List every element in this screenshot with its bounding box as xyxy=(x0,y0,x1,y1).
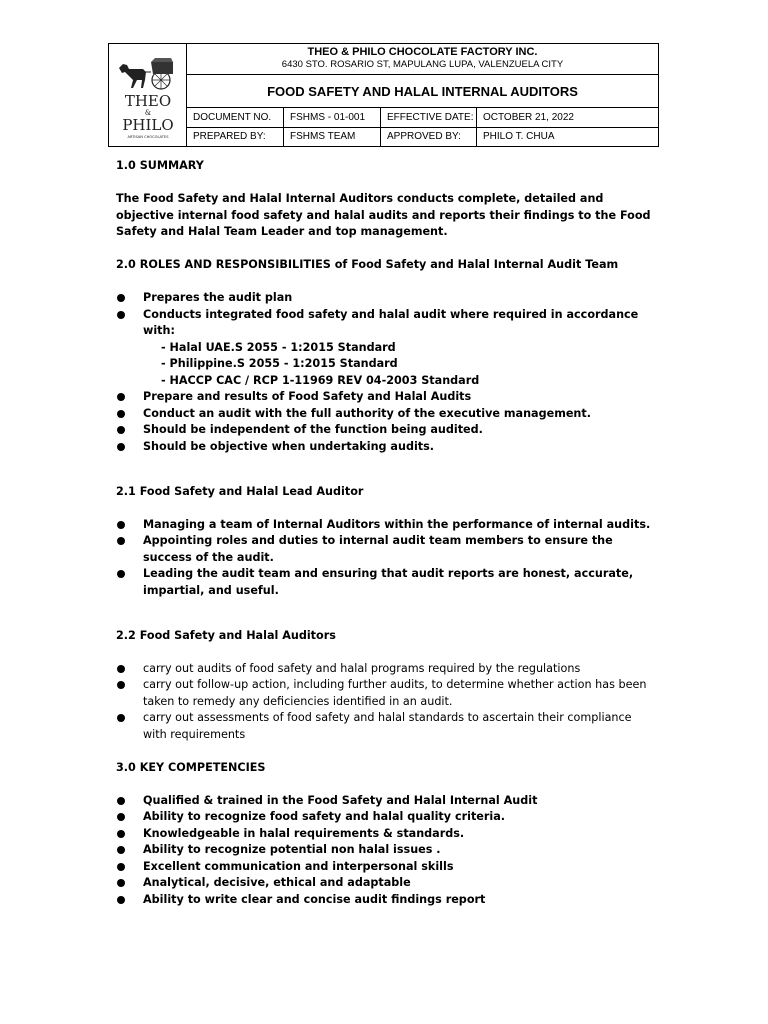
list-item: Ability to recognize potential non halal issues . xyxy=(116,842,656,859)
approved-by-label: APPROVED BY: xyxy=(381,128,477,146)
list-item: Qualified & trained in the Food Safety and Halal Internal Audit xyxy=(116,793,656,810)
list-item: carry out follow-up action, including further audits, to determine whether action has been taken to remedy any deficiencies identified in an audit. xyxy=(116,677,656,710)
bullet-icon xyxy=(117,294,125,302)
bullet-icon xyxy=(117,863,125,871)
roles-list xyxy=(116,290,656,340)
list-item: Analytical, decisive, ethical and adaptable xyxy=(116,875,656,892)
bullet-icon xyxy=(117,681,125,689)
list-item: Conducts integrated food safety and halal audit where required in accordance with: xyxy=(116,307,656,340)
bullet-icon xyxy=(117,846,125,854)
approved-by-value: PHILO T. CHUA xyxy=(483,131,555,142)
bullet-icon xyxy=(117,570,125,578)
list-item: Should be objective when undertaking audits. xyxy=(116,439,656,456)
competencies-heading: 3.0 KEY COMPETENCIES xyxy=(116,760,266,774)
list-item: Leading the audit team and ensuring that audit reports are honest, accurate, impartial, and useful. xyxy=(116,566,656,599)
bullet-icon xyxy=(117,443,125,451)
document-body xyxy=(116,158,656,908)
lead-auditor-list xyxy=(116,517,656,600)
bullet-icon xyxy=(117,714,125,722)
document-title: FOOD SAFETY AND HALAL INTERNAL AUDITORS xyxy=(267,84,578,99)
roles-heading: 2.0 ROLES AND RESPONSIBILITIES of Food Safety and Halal Internal Audit Team xyxy=(116,258,619,271)
effective-date-value: OCTOBER 21, 2022 xyxy=(483,112,574,123)
bullet-icon xyxy=(117,311,125,319)
bullet-icon xyxy=(117,665,125,673)
competencies-list xyxy=(116,793,656,909)
svg-text:PHILO: PHILO xyxy=(122,116,174,134)
standard-item: - Philippine.S 2055 - 1:2015 Standard xyxy=(161,357,398,370)
doc-no-label: DOCUMENT NO. xyxy=(187,108,284,127)
bullet-icon xyxy=(117,393,125,401)
list-item: Prepare and results of Food Safety and Halal Audits xyxy=(116,389,656,406)
company-name: THEO & PHILO CHOCOLATE FACTORY INC. xyxy=(307,46,538,58)
bullet-icon xyxy=(117,879,125,887)
document-header xyxy=(108,43,659,147)
list-item: carry out audits of food safety and halal programs required by the regulations xyxy=(116,661,656,678)
list-item: Knowledgeable in halal requirements & standards. xyxy=(116,826,656,843)
list-item: Ability to write clear and concise audit findings report xyxy=(116,892,656,909)
svg-text:ARTISAN CHOCOLATES: ARTISAN CHOCOLATES xyxy=(127,135,169,139)
list-item: Managing a team of Internal Auditors within the performance of internal audits. xyxy=(116,517,656,534)
lead-auditor-heading: 2.1 Food Safety and Halal Lead Auditor xyxy=(116,484,364,498)
auditors-list xyxy=(116,661,656,744)
bullet-icon xyxy=(117,830,125,838)
summary-heading: 1.0 SUMMARY xyxy=(116,159,204,172)
doc-no-value: FSHMS - 01-001 xyxy=(284,108,381,127)
bullet-icon xyxy=(117,410,125,418)
company-address: 6430 STO. ROSARIO ST, MAPULANG LUPA, VALENZUELA CITY xyxy=(281,59,564,70)
prepared-by-value: FSHMS TEAM xyxy=(284,128,381,146)
effective-date-label: EFFECTIVE DATE: xyxy=(381,108,477,127)
list-item: Ability to recognize food safety and halal quality criteria. xyxy=(116,809,656,826)
list-item: Appointing roles and duties to internal audit team members to ensure the success of the audit. xyxy=(116,533,656,566)
list-item: Prepares the audit plan xyxy=(116,290,656,307)
auditors-heading: 2.2 Food Safety and Halal Auditors xyxy=(116,628,336,642)
horse-carriage-icon xyxy=(115,50,181,140)
bullet-icon xyxy=(117,426,125,434)
list-item: Excellent communication and interpersonal skills xyxy=(116,859,656,876)
summary-text: The Food Safety and Halal Internal Auditors conducts complete, detailed and objective internal food safety and halal audits and reports their findings to the Food Safety and Halal Team Leader and top management. xyxy=(116,192,651,238)
bullet-icon xyxy=(117,521,125,529)
bullet-icon xyxy=(117,813,125,821)
list-item: Should be independent of the function being audited. xyxy=(116,422,656,439)
svg-text:&: & xyxy=(144,109,152,117)
bullet-icon xyxy=(117,797,125,805)
standard-item: - Halal UAE.S 2055 - 1:2015 Standard xyxy=(161,340,396,354)
svg-text:THEO: THEO xyxy=(124,92,172,110)
company-logo xyxy=(109,44,187,146)
list-item: carry out assessments of food safety and halal standards to ascertain their compliance with requirements xyxy=(116,710,656,743)
standard-item: - HACCP CAC / RCP 1-11969 REV 04-2003 Standard xyxy=(161,373,480,387)
bullet-icon xyxy=(117,537,125,545)
list-item: Conduct an audit with the full authority of the executive management. xyxy=(116,406,656,423)
bullet-icon xyxy=(117,896,125,904)
prepared-by-label: PREPARED BY: xyxy=(187,128,284,146)
